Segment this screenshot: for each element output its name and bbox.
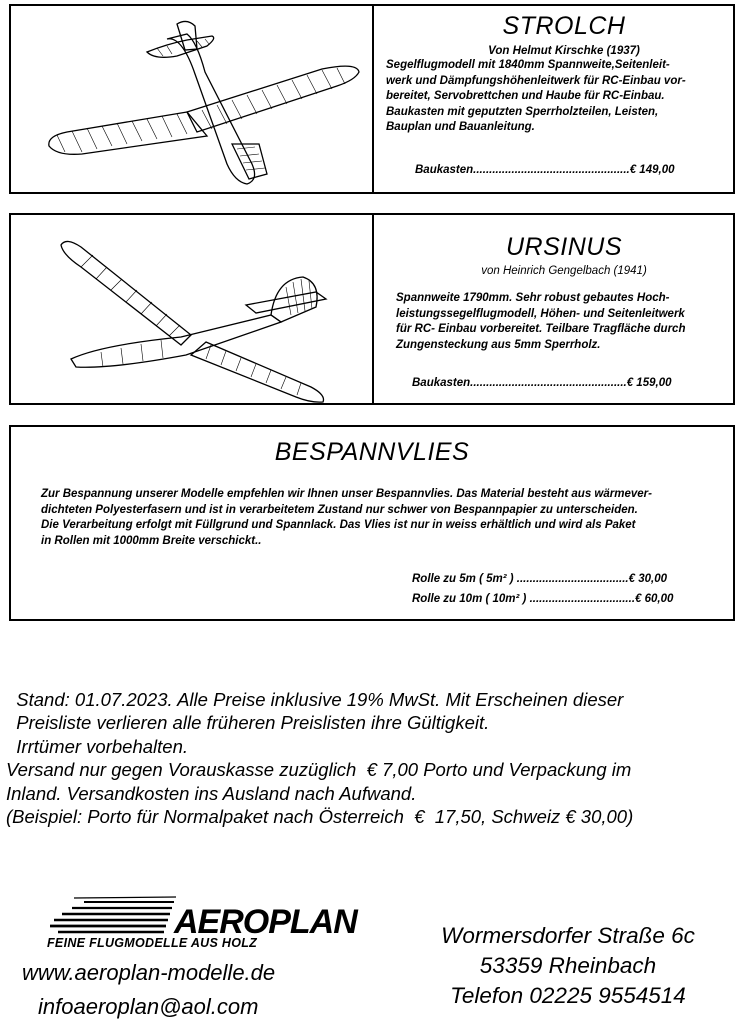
price-notes (6, 688, 736, 828)
strolch-divider (372, 6, 374, 192)
vlies-desc-line: Die Verarbeitung erfolgt mit Füllgrund und Spannlack. Das Vlies ist nur in weiss erhältlich und wird als Paket (41, 519, 636, 531)
phone-number: Telefon 02225 9554514 (450, 983, 686, 1008)
ursinus-price: Baukasten.................................................€ 159,00 (412, 377, 672, 389)
vlies-title: BESPANNVLIES (274, 438, 470, 466)
strolch-desc-line: Segelflugmodell mit 1840mm Spannweite,Seitenleit- (386, 59, 670, 71)
email-link[interactable]: infoaeroplan@aol.com (38, 994, 259, 1019)
strolch-desc-line: werk und Dämpfungshöhenleitwerk für RC-Einbau vor- (386, 74, 686, 87)
product-box-strolch (9, 4, 735, 194)
note-line: Irrtümer vorbehalten. (6, 735, 188, 757)
ursinus-author: von Heinrich Gengelbach (1941) (481, 265, 647, 277)
address-city: 53359 Rheinbach (479, 953, 657, 978)
strolch-description (386, 58, 686, 136)
note-line: Stand: 01.07.2023. Alle Preise inklusive 19% MwSt. Mit Erscheinen dieser (6, 689, 624, 710)
product-box-bespannvlies (9, 425, 735, 621)
vlies-desc-line: dichteten Polyesterfasern und ist in verarbeitetem Zustand nur schwer von Bespannpapier zu unterscheiden. (41, 503, 638, 516)
product-box-ursinus (9, 213, 735, 405)
ursinus-desc-line: für RC- Einbau vorbereitet. Teilbare Tragfläche durch (396, 323, 686, 335)
strolch-plane-drawing (37, 14, 367, 189)
vlies-description (41, 487, 652, 549)
ursinus-desc-line: leistungssegelflugmodell, Höhen- und Seitenleitwerk (396, 307, 685, 320)
ursinus-title: URSINUS (505, 233, 622, 261)
note-line: Versand nur gegen Vorauskasse zuzüglich € 7,00 Porto und Verpackung im (6, 759, 632, 781)
logo-wordmark: AEROPLAN (174, 903, 357, 941)
note-line: (Beispiel: Porto für Normalpaket nach Österreich € 17,50, Schweiz € 30,00) (6, 806, 634, 828)
vlies-desc-line: in Rollen mit 1000mm Breite verschickt.. (41, 534, 262, 547)
ursinus-description (396, 291, 685, 353)
ursinus-desc-line: Zungensteckung aus 5mm Sperrholz. (396, 338, 601, 351)
ursinus-divider (372, 215, 374, 403)
address-street: Wormersdorfer Straße 6c (441, 923, 695, 948)
vlies-price-5m: Rolle zu 5m ( 5m² ) ...................................€ 30,00 (412, 573, 667, 585)
strolch-desc-line: bereitet, Servobrettchen und Haube für RC-Einbau. (386, 90, 665, 102)
strolch-title: STROLCH (502, 12, 626, 40)
note-line: Inland. Versandkosten ins Ausland nach Aufwand. (6, 782, 417, 804)
vlies-desc-line: Zur Bespannung unserer Modelle empfehlen wir Ihnen unser Bespannvlies. Das Material besteht aus wärmever- (41, 488, 652, 500)
website-link[interactable]: www.aeroplan-modelle.de (22, 960, 276, 985)
strolch-price: Baukasten.................................................€ 149,00 (415, 164, 675, 176)
logo-slogan: FEINE FLUGMODELLE AUS HOLZ (47, 936, 258, 950)
note-line: Preisliste verlieren alle früheren Preislisten ihre Gültigkeit. (6, 712, 490, 734)
strolch-desc-line: Bauplan und Bauanleitung. (386, 121, 535, 133)
strolch-desc-line: Baukasten mit geputzten Sperrholzteilen, Leisten, (386, 105, 659, 118)
ursinus-desc-line: Spannweite 1790mm. Sehr robust gebautes Hoch- (396, 292, 670, 304)
ursinus-plane-drawing (41, 227, 361, 402)
vlies-price-10m: Rolle zu 10m ( 10m² ) .................................€ 60,00 (412, 593, 674, 605)
strolch-author: Von Helmut Kirschke (1937) (488, 45, 640, 57)
